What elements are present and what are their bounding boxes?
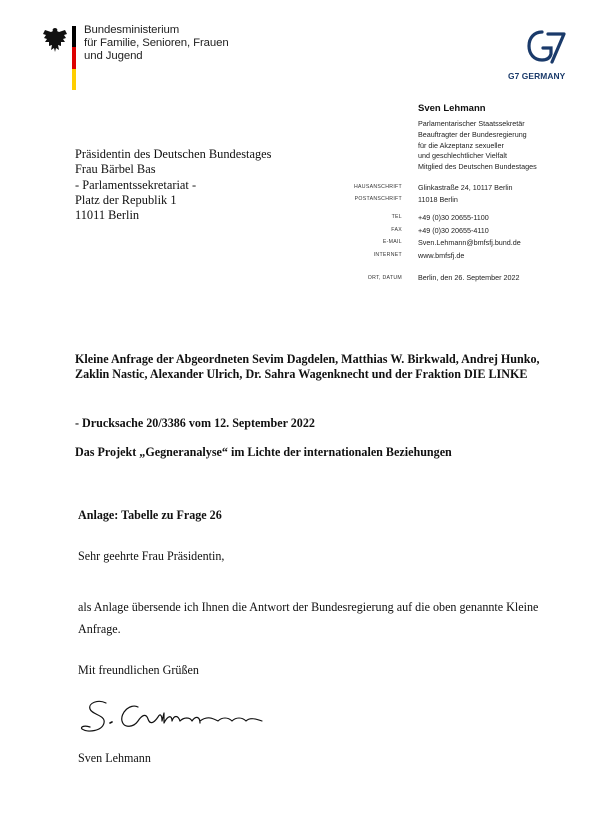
email-label: E-MAIL [382, 239, 402, 245]
postanschrift-label: POSTANSCHRIFT [354, 196, 402, 202]
postanschrift-value: 11018 Berlin [418, 195, 458, 204]
recipient-line: Präsidentin des Deutschen Bundestages [75, 147, 272, 161]
handwritten-signature [80, 693, 266, 739]
sender-title-line: für die Akzeptanz sexueller [418, 140, 504, 150]
sender-title-block [418, 119, 537, 173]
g7-germany-label: G7 GERMANY [508, 71, 566, 81]
g7-germany-logo [524, 26, 568, 66]
recipient-address [75, 147, 272, 223]
flag-stripe-black [72, 26, 76, 47]
sender-title-line: Parlamentarischer Staatssekretär [418, 119, 525, 128]
internet-label: INTERNET [373, 252, 402, 258]
attachment-note: Anlage: Tabelle zu Frage 26 [78, 508, 222, 522]
recipient-line: - Parlamentssekretariat - [75, 177, 197, 192]
closing-phrase: Mit freundlichen Grüßen [78, 663, 199, 677]
project-title: Das Projekt „Gegneranalyse“ im Lichte der internationalen Beziehungen [75, 445, 452, 459]
hausanschrift-label: HAUSANSCHRIFT [354, 184, 402, 190]
subject-heading: Kleine Anfrage der Abgeordneten Sevim Dagdelen, Matthias W. Birkwald, Andrej Hunko, Zaklin Nastic, Alexander Ulrich, Dr. Sahra Wagenknecht und der Fraktion DIE LINKE [75, 352, 540, 381]
flag-stripe-gold [72, 69, 76, 90]
recipient-line: 11011 Berlin [75, 208, 140, 223]
ort-datum-value: Berlin, den 26. September 2022 [418, 273, 520, 282]
salutation: Sehr geehrte Frau Präsidentin, [78, 549, 225, 563]
email-value: Sven.Lehmann@bmfsfj.bund.de [418, 238, 521, 247]
recipient-line: Frau Bärbel Bas [75, 162, 156, 177]
sender-title-line: Mitglied des Deutschen Bundestages [418, 162, 537, 172]
ministry-name: Bundesministerium für Familie, Senioren, Frauen und Jugend [84, 24, 229, 62]
fax-label: FAX [391, 227, 402, 233]
body-paragraph: als Anlage übersende ich Ihnen die Antwort der Bundesregierung auf die oben genannte Kleine Anfrage. [78, 600, 539, 636]
drucksache-reference: - Drucksache 20/3386 vom 12. September 2022 [75, 416, 315, 430]
hausanschrift-value: Glinkastraße 24, 10117 Berlin [418, 183, 513, 192]
german-flag-bar [72, 26, 76, 90]
sender-title-line: und geschlechtlicher Vielfalt [418, 151, 507, 161]
federal-eagle-icon [42, 26, 68, 54]
flag-stripe-red [72, 47, 76, 68]
signature-name: Sven Lehmann [78, 751, 151, 765]
sender-name: Sven Lehmann [418, 103, 486, 114]
tel-value: +49 (0)30 20655-1100 [418, 213, 489, 222]
recipient-line: Platz der Republik 1 [75, 192, 177, 207]
tel-label: TEL [391, 214, 402, 220]
ort-datum-label: ORT, DATUM [367, 275, 402, 281]
sender-title-line: Beauftragter der Bundesregierung [418, 129, 527, 139]
fax-value: +49 (0)30 20655-4110 [418, 226, 489, 235]
internet-value: www.bmfsfj.de [418, 251, 465, 260]
